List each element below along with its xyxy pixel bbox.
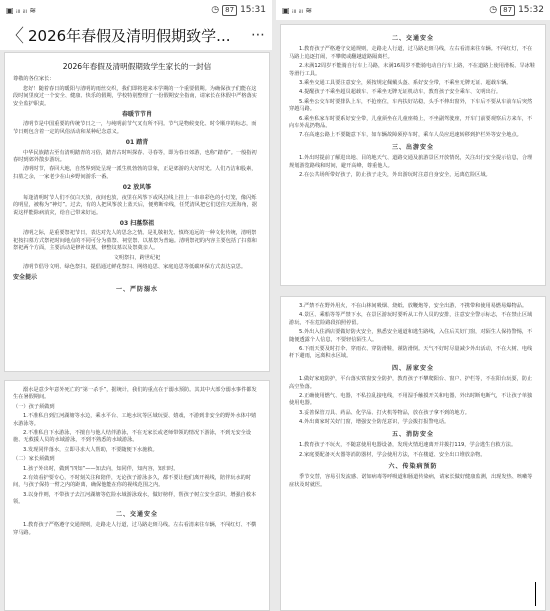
list-item: 1.不准私自到江河湖塘等水边，乘水平台、工地水坑等区域玩耍、嬉戏，不游到非安全的野外水体中嬉水游泳等。	[13, 413, 257, 427]
list-item: 6.乘坐私家车时要系好安全带，儿童须坐在儿童座椅上，不坐副驾驶座，开车门前要观察后方来车，不向车外乱扔物品。	[289, 115, 533, 130]
subheading: （一）孩子须做到	[13, 403, 55, 410]
section-heading: 五、消防安全	[391, 430, 434, 438]
document-page-4[interactable]	[280, 296, 546, 611]
status-bar-left	[0, 0, 272, 20]
list-item: 2.正确使用燃气、电器，不私拉乱接电线，不用湿手触摸开关和电器，外出时断电断气，不让孩子单独使用电器。	[289, 393, 533, 407]
section-heading: 一、严防溺水	[115, 285, 158, 293]
battery-icon: 87	[500, 5, 515, 16]
list-item: 2.有效看护要专心，不时刻关注和陪伴，无论孩子游泳多久，都不要让他们离开视线，陪伴玩水的时间，与孩子保持一臂之内的距离，确保他能在你的视线范围之内。	[13, 475, 252, 489]
section-heading: 春暖节节肖	[121, 111, 152, 119]
document-page-1[interactable]	[4, 52, 270, 372]
clock-time: 15:32	[518, 5, 544, 15]
list-item: 2.家庭要配备灭火器等消防器材，学会使用方法，不在楼道、安全出口堆放杂物。	[299, 451, 486, 458]
list-item: 1.孩子外出时，做到“四知”——知去向，知同伴，知内容，知归时。	[23, 465, 179, 472]
list-item: 1.做好家庭防护，平台落实铁窗安全防护，教育孩子不攀爬阳台、窗户、护栏等，不在阳台玩耍，防止高空坠落。	[289, 376, 533, 390]
paragraph: 每逢清明时节人们不仅白天放，夜间也放，夜里在风筝下或风拉线上挂上一串串彩色的小灯笼，像闪烁的明星，被称为“神灯”。过去，有的人把风筝放上蓝天后，便剪断牵线，任凭清风把它们送往天涯海角，据说这样能除病消灾，给自己带来好运。	[13, 194, 258, 216]
list-item: 1.教育孩子不玩火，不随意使用电器设备，发现火情迅速离开并拨打119，学会逃生自救方法。	[299, 442, 517, 449]
paragraph: 文明祭扫，跨世纪祀	[113, 254, 161, 261]
greeting: 尊敬的各位家长：	[13, 76, 55, 83]
list-item: 6.下雨天要及时打伞、穿雨衣、穿防滑鞋，谨防滑倒。天气不好时尽量减少外出活动，不在大树、电线杆下避雨，远离积水区域。	[289, 346, 533, 360]
document-page-3[interactable]	[280, 24, 546, 286]
status-bar-right	[276, 0, 550, 20]
list-item: 3.乘坐交通工具要注意安全，须按规定佩戴头盔、系好安全带，不乘坐无牌无证、超载车辆。	[299, 80, 512, 87]
section-heading: 03 扫墓祭祖	[119, 219, 155, 227]
document-page-2[interactable]	[4, 380, 270, 611]
paragraph: 清明时节，春回大地，自然界到处呈现一派生机勃勃的景象，正是郊游的大好时光。人们乃洁和股素，扫墓之余，一家老少在山乡野间游乐一番。	[13, 166, 257, 180]
text-cursor	[535, 582, 536, 606]
list-item: 2.不准私自下水游泳，不擅自与他人结伴游泳，不在无家长或老师带领的情况下游泳，不到无安全设施、无救援人员的水域游泳，不到不熟悉的水域游泳。	[13, 430, 252, 444]
paragraph: 溺水是意少年意外死亡的“第一杀手”，据统计，我们的重点在于溺水预防。其其中大部分溺水事件都发生在暑假期间。	[13, 387, 257, 401]
section-heading: 二、交通安全	[115, 510, 158, 518]
list-item: 3.严禁不在野外用火，不在山林间吸烟、烧纸、放鞭炮等，安全出游，不携带和使用易燃易爆物品。	[299, 303, 528, 309]
network-icon: ▣ ᵢₗₗ ᵢₗₗ ≋	[282, 5, 313, 15]
section-heading: 02 放风筝	[122, 184, 152, 192]
list-item: 2.在公共场所带好孩子，防止孩子走失，外出游玩时注意自身安全，远离危险区域。	[299, 172, 491, 179]
paragraph: 中华民族踏古至有清明踏青的习俗，踏青古时叫探春、寻春等，即为春日郊游，也称“踏春”。一般指初春时到郊外散步游玩。	[13, 149, 257, 164]
clock-time: 15:31	[240, 5, 266, 15]
alarm-icon: ◷	[211, 5, 220, 15]
list-item: 1.教育孩子严格遵守交通规则，走路走人行道，过马路走斑马线，左右看清来往车辆。不闯红灯，不在马路上追逐打闹，不攀爬或翻越道路隔离栏。	[289, 46, 533, 60]
paragraph: 清明节倡导文明、绿色祭扫，提倡通过鲜花祭扫、网络追思、家庭追思等低碳环保方式表达哀思。	[23, 263, 247, 270]
list-item: 4.提醒孩子不乘坐超员超载车、不乘坐无牌无证机动车，教育孩子安全乘车、文明出行。	[299, 89, 502, 96]
subheading: （二）家长须做到	[13, 456, 55, 463]
list-item: 1.外出时提前了解进出地、目的地天气、道路交通及旅游景区开放情况，关注出行安全提示信息，合理规划游览路线和时间，避开高峰，尊重他人。	[289, 155, 533, 169]
list-item: 3.以身作则，不带孩子去江河湖塘等危险水域游泳戏水，做好榜样，帮孩子树立安全意识，增强自救本领。	[13, 491, 257, 506]
paragraph: 清明节是中国重要的传统节日之一，与纯明前节气叉有所不同。节气是物候变化、时令顺序的标志，而节日则包含着一定的风俗活动和某种纪念意义。	[13, 121, 257, 135]
list-item: 7.在高速公路上不要随意下车，如车辆故障须停车时，乘车人员应迅速转移到护栏外等安全地点。	[299, 132, 522, 139]
app-header	[0, 20, 272, 50]
safety-heading: 安全提示	[13, 274, 38, 282]
list-item: 4.景区、乘船等等严禁下水，在景区游玩时要听从工作人员的安排，注意安全警示标志，不在禁止区域游玩，不在危险路段拍照停留。	[289, 312, 533, 326]
document-title: 2026年春假及清明假期致学生家长的一封信	[62, 62, 212, 71]
section-heading: 01 踏青	[125, 139, 149, 147]
list-item: 3.发现同伴落水，立即寻求大人帮助，不要随便下水施救。	[23, 446, 158, 453]
page-title: 2026年春假及清明假期致学...	[28, 26, 231, 45]
list-item: 1.教育孩子严格遵守交通规则，走路走人行道，过马路走斑马线。左右看清来往车辆，不闯红灯、不横穿马路。	[13, 522, 257, 536]
section-heading: 三、出游安全	[391, 143, 434, 151]
section-heading: 二、交通安全	[391, 35, 434, 42]
section-heading: 四、居家安全	[391, 364, 434, 372]
list-item: 季节交替，容易引发流感、诺如病毒等呼吸道和肠道传染病，请家长做好健康监测，出现发热、咳嗽等症状及时就医。	[289, 474, 533, 488]
list-item: 5.外出入住酒店要做好防火安全，熟悉安全通道和逃生路线，入住后关好门窗，对陌生人保持警惕，不随便透露个人信息，不要轻信陌生人。	[289, 329, 533, 343]
more-icon[interactable]: ⋯	[251, 27, 266, 43]
signal-icons	[6, 6, 36, 15]
paragraph: 清明之际，是重要祭祀节日，表达对先人的思念之情。是礼敬祖先、慎终追远的一种文化传统，清明祭祀按扫墓方式祭祀时间地点的不同可分为墓祭、祠堂祭、以墓祭为普遍。清明祭祀的内容主要包括了扫墓和祭祀两个方面，主要活动是修补坟墓，修整坟墓以及祭奠亲人。	[13, 230, 257, 252]
section-heading: 六、传染病预防	[388, 462, 438, 470]
list-item: 5.乘坐公交车时要排队上车，不抢座位，车内扶好站稳，头手不伸出窗外，下车后不要从车前车后突然穿越马路。	[289, 98, 533, 113]
battery-icon: 87	[222, 5, 237, 16]
paragraph: 您好！随着春日的暖阳与清明的雨丝交织，我们即将迎来本学期的一个重要假期。为确保孩子们能在这段时间里度过一个安全、健康、快乐的假期，学校特别整理了一份假期安全指南，请家长在休假中严格落实安全监护职责。	[13, 85, 257, 107]
list-item: 3.妥善保管刀具、药品、化学品、打火机等物品，放在孩子拿不到的地方。	[299, 409, 470, 416]
list-item: 4.外出离家时关好门窗，增强安全防范意识，学会拨打报警电话。	[299, 419, 450, 426]
alarm-icon: ◷	[489, 5, 498, 15]
back-icon[interactable]: 〈	[6, 26, 24, 47]
network-icon: ▣ ᵢₗₗ ᵢₗₗ ≋	[6, 5, 37, 15]
list-item: 2.未满12周岁不能骑自行车上马路，未满16周岁不能骑电动自行车上路，不在道路上使用滑板、旱冰鞋等滑行工具。	[289, 63, 536, 77]
